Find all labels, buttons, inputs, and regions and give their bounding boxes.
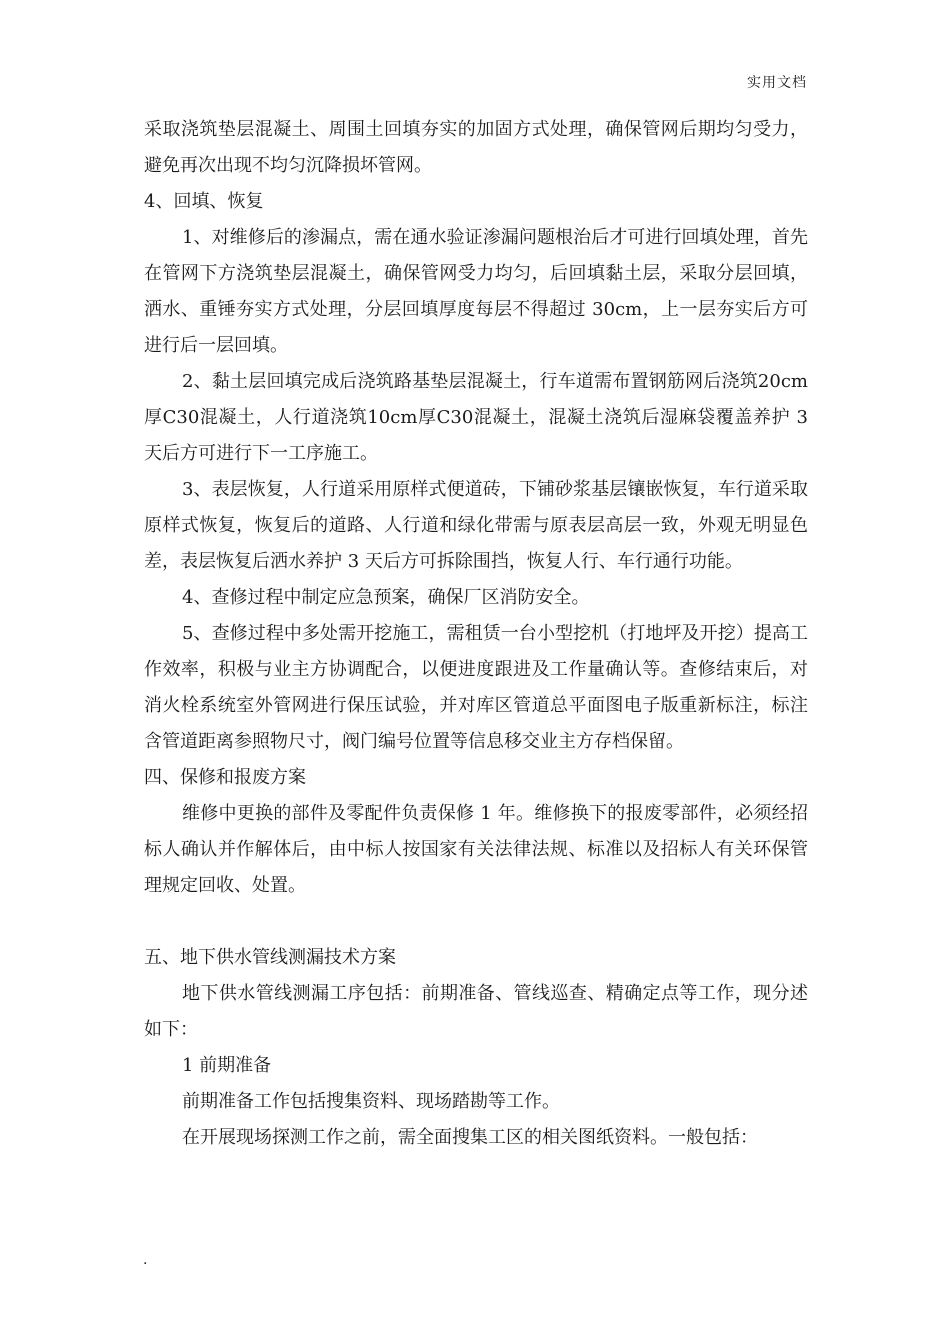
subheading-preparation: 1 前期准备 xyxy=(182,1055,272,1076)
paragraph-backfill-step-3: 3、表层恢复，人行道采用原样式便道砖，下铺砂浆基层镶嵌恢复，车行道采取原样式恢复，恢复后的道路、人行道和绿化带需与原表层高层一致，外观无明显色差，表层恢复后洒水养护 3 天后方可拆除围挡，恢复人行、车行通行功能。 xyxy=(144,479,808,572)
paragraph-leak-detection-intro: 地下供水管线测漏工序包括：前期准备、管线巡查、精确定点等工作，现分述如下： xyxy=(144,983,808,1040)
paragraph-warranty: 维修中更换的部件及零配件负责保修 1 年。维修换下的报废零部件，必须经招标人确认并作解体后，由中标人按国家有关法律法规、标准以及招标人有关环保管理规定回收、处置。 xyxy=(144,803,808,896)
section-heading-leak-detection: 五、地下供水管线测漏技术方案 xyxy=(144,947,396,968)
section-heading-backfill-restore: 4、回填、恢复 xyxy=(144,191,264,212)
document-body xyxy=(144,112,808,1156)
paragraph-backfill-step-2: 2、黏土层回填完成后浇筑路基垫层混凝土，行车道需布置钢筋网后浇筑20cm厚C30混凝土，人行道浇筑10cm厚C30混凝土，混凝土浇筑后湿麻袋覆盖养护 3 天后方可进行下一工序施工。 xyxy=(144,371,808,464)
section-heading-warranty-scrap: 四、保修和报废方案 xyxy=(144,767,306,788)
blank-line xyxy=(144,904,808,940)
paragraph-data-collection: 在开展现场探测工作之前，需全面搜集工区的相关图纸资料。一般包括： xyxy=(182,1127,758,1148)
footer-mark: . xyxy=(143,1252,148,1268)
paragraph-backfill-step-4: 4、查修过程中制定应急预案，确保厂区消防安全。 xyxy=(182,587,590,608)
paragraph-preparation: 前期准备工作包括搜集资料、现场踏勘等工作。 xyxy=(182,1091,560,1112)
page-header-label: 实用文档 xyxy=(747,75,807,91)
paragraph-backfill-step-1: 1、对维修后的渗漏点，需在通水验证渗漏问题根治后才可进行回填处理，首先在管网下方浇筑垫层混凝土，确保管网受力均匀，后回填黏土层，采取分层回填，洒水、重锤夯实方式处理，分层回填厚度每层不得超过 30cm，上一层夯实后方可进行后一层回填。 xyxy=(144,227,808,356)
paragraph-backfill-step-5: 5、查修过程中多处需开挖施工，需租赁一台小型挖机（打地坪及开挖）提高工作效率，积极与业主方协调配合，以便进度跟进及工作量确认等。查修结束后，对消火栓系统室外管网进行保压试验，并对库区管道总平面图电子版重新标注，标注含管道距离参照物尺寸，阀门编号位置等信息移交业主方存档保留。 xyxy=(144,623,808,752)
paragraph-reinforcement: 采取浇筑垫层混凝土、周围土回填夯实的加固方式处理，确保管网后期均匀受力，避免再次出现不均匀沉降损坏管网。 xyxy=(144,119,808,176)
